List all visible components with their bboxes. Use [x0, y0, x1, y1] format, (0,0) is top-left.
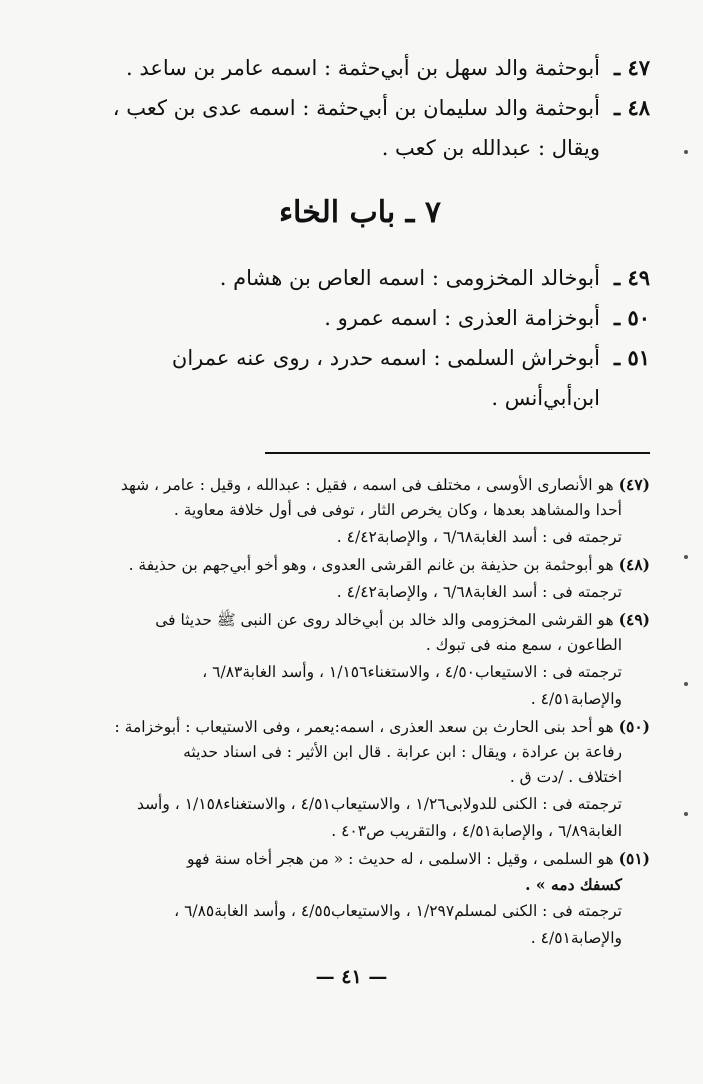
entry-text: أبوحثمة والد سليمان بن أبي‌حثمة : اسمه عدى بن كعب ،: [112, 96, 600, 120]
footnote-text: هو الأنصارى الأوسى ، مختلف فى اسمه ، فقيل : عبدالله ، وقيل : عامر ، شهد: [120, 476, 614, 494]
footnote-text-cont: أحدا والمشاهد بعدها ، وكان يخرص الثار ، توفى فى أول خلافة معاوية .: [173, 501, 622, 519]
scan-speck: [684, 555, 688, 559]
entry-number: ٤٧ ـ: [613, 55, 650, 80]
footnote-number: (٤٧): [618, 475, 650, 494]
entry-text: أبوخزامة العذرى : اسمه عمرو .: [324, 306, 600, 330]
footnote-number: (٤٨): [618, 555, 650, 574]
entry-49: [70, 258, 650, 298]
entry-48: [70, 88, 650, 168]
entry-number: ٥١ ـ: [613, 345, 650, 370]
scan-speck: [684, 682, 688, 686]
entry-47: [70, 48, 650, 88]
footnote-51: [70, 846, 650, 897]
entry-number: ٥٠ ـ: [613, 305, 650, 330]
footnote-number: (٥١): [618, 849, 650, 868]
footnote-text: هو السلمى ، وقيل : الاسلمى ، له حديث : « من هجر أخاه سنة فهو: [186, 850, 614, 868]
footnote-text-cont: رفاعة بن عرادة ، ويقال : ابن عرابة . قال ابن الأثير : فى اسناد حديثه: [183, 743, 622, 761]
entry-number: ٤٨ ـ: [613, 95, 650, 120]
footnote-text-cont: الطاعون ، سمع منه فى تبوك .: [425, 636, 622, 654]
entry-text-cont: ابن‌أبي‌أنس .: [491, 386, 600, 410]
scan-speck: [684, 150, 688, 154]
entry-text: أبوحثمة والد سهل بن أبي‌حثمة : اسمه عامر بن ساعد .: [125, 56, 600, 80]
footnote-text-cont: كسفك دمه » .: [525, 875, 622, 894]
footnote-number: (٤٩): [618, 610, 650, 629]
footnote-47: [70, 472, 650, 523]
footnote-50: [70, 714, 650, 790]
footnote-text: هو أحد بنى الحارث بن سعد العذرى ، اسمه:يعمر ، وفى الاستيعاب : أبوخزامة :: [114, 718, 614, 736]
footnote-ref-cont: والإصابة٤/٥١ .: [530, 929, 622, 947]
entry-text-cont: ويقال : عبدالله بن كعب .: [381, 136, 600, 160]
page-number: — ٤١ —: [315, 966, 388, 988]
footnote-text: هو أبوحثمة بن حذيفة بن غانم القرشى العدوى ، وهو أخو أبي‌جهم بن حذيفة .: [128, 556, 614, 574]
book-page: [70, 48, 650, 1058]
entry-number: ٤٩ ـ: [613, 265, 650, 290]
entry-text: أبوخراش السلمى : اسمه حدرد ، روى عنه عمران: [171, 346, 600, 370]
footnote-text-cont: اختلاف . /دت ق .: [509, 768, 622, 786]
footnote-ref-cont: والإصابة٤/٥١ .: [530, 690, 622, 708]
footnote-text: هو القرشى المخزومى والد خالد بن أبي‌خالد روى عن النبى ﷺ حديثا فى: [155, 611, 614, 629]
footnote-ref: ترجمته فى : الكنى لمسلم١/٢٩٧ ، والاستيعاب٤/٥٥ ، وأسد الغابة٦/٨٥ ،: [174, 902, 622, 920]
footnote-ref-cont: الغابة٦/٨٩ ، والإصابة٤/٥١ ، والتقريب ص٤٠٣ .: [331, 822, 622, 840]
footnote-48: [70, 552, 650, 578]
footnote-separator: [265, 452, 650, 454]
scan-speck: [684, 812, 688, 816]
footnote-ref: ترجمته فى : الكنى للدولابى١/٢٦ ، والاستيعاب٤/٥١ ، والاستغناء١/١٥٨ ، وأسد: [136, 795, 622, 813]
footnote-ref: ترجمته فى : أسد الغابة٦/٦٨ ، والإصابة٤/٤٢ .: [336, 583, 622, 601]
entry-50: [70, 298, 650, 338]
section-title: ٧ ـ باب الخاء: [278, 195, 442, 230]
footnote-ref: ترجمته فى : الاستيعاب٤/٥٠ ، والاستغناء١/١٥٦ ، وأسد الغابة٦/٨٣ ،: [202, 663, 622, 681]
entry-51: [70, 338, 650, 418]
footnote-ref: ترجمته فى : أسد الغابة٦/٦٨ ، والإصابة٤/٤٢ .: [336, 528, 622, 546]
footnote-49: [70, 607, 650, 658]
entry-text: أبوخالد المخزومى : اسمه العاص بن هشام .: [219, 266, 600, 290]
footnote-number: (٥٠): [618, 717, 650, 736]
